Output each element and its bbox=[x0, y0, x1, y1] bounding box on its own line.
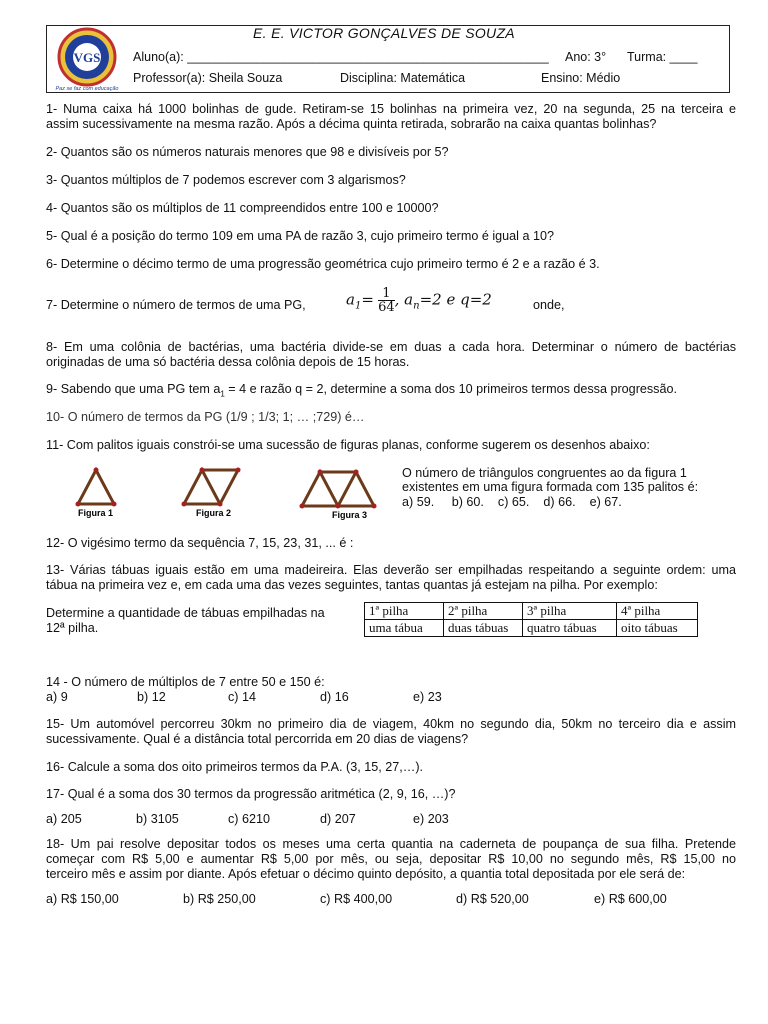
question-1-line-2: assim sucessivamente na mesma razão. Após a décima quinta retirada, sobrarão na caixa quantas bolinhas? bbox=[46, 117, 657, 131]
figure-3-label: Figura 3 bbox=[332, 510, 368, 520]
teacher-label: Professor(a): Sheila Souza bbox=[133, 71, 283, 85]
figure-1-label: Figura 1 bbox=[78, 508, 114, 518]
student-name-field: Aluno(a): ____________________________________________________ bbox=[133, 50, 549, 64]
table-header-cell: 3ª pilha bbox=[523, 603, 617, 620]
figure-2-triangles bbox=[184, 470, 238, 504]
question-18-line-1: 18- Um pai resolve depositar todos os meses uma certa quantia na caderneta de poupança de sua filha. Pretende bbox=[46, 837, 736, 851]
table-header-cell: 1ª pilha bbox=[365, 603, 444, 620]
figure-1-triangles bbox=[78, 470, 114, 504]
question-13-prompt-1: Determine a quantidade de tábuas empilhadas na bbox=[46, 606, 325, 620]
pile-table bbox=[364, 602, 698, 637]
level-label: Ensino: Médio bbox=[541, 71, 621, 85]
figure-3-triangles bbox=[302, 472, 374, 506]
table-cell: quatro tábuas bbox=[523, 620, 617, 637]
question-5: 5- Qual é a posição do termo 109 em uma PA de razão 3, cujo primeiro termo é igual a 10? bbox=[46, 229, 554, 243]
question-7-formula: $a_1=$ $\frac{1}{64}$ , $a_n=2$ e q=2 bbox=[346, 286, 492, 315]
question-7-text: 7- Determine o número de termos de uma PG, bbox=[46, 298, 306, 312]
question-18-option-d: d) R$ 520,00 bbox=[456, 892, 529, 906]
question-17-option-d: d) 207 bbox=[320, 812, 356, 826]
question-1-line-1: 1- Numa caixa há 1000 bolinhas de gude. Retiram-se 15 bolinhas na primeira vez, 20 na segunda, 25 na terceira e bbox=[46, 102, 736, 116]
logo-motto: Paz se faz com educação bbox=[55, 86, 119, 92]
question-13-prompt-2: 12ª pilha. bbox=[46, 621, 99, 635]
table-header-cell: 2ª pilha bbox=[444, 603, 523, 620]
logo-initials: VGS bbox=[73, 50, 101, 65]
question-8-line-1: 8- Em uma colônia de bactérias, uma bactéria divide-se em duas a cada hora. Determinar o número de bactérias bbox=[46, 340, 736, 354]
question-14-option-c: c) 14 bbox=[228, 690, 256, 704]
question-12: 12- O vigésimo termo da sequência 7, 15, 23, 31, ... é : bbox=[46, 536, 354, 550]
question-13-line-2: tábua na primeira vez e, em cada uma das vezes seguintes, tantas quantas já estejam na pilha. Por exemplo: bbox=[46, 578, 658, 592]
question-15-line-1: 15- Um automóvel percorreu 30km no primeiro dia de viagem, 40km no segundo dia, 50km no terceiro dia e assim bbox=[46, 717, 736, 731]
grade-label: Ano: 3° bbox=[565, 50, 607, 64]
question-14: 14 - O número de múltiplos de 7 entre 50 e 150 é: bbox=[46, 675, 325, 689]
table-row bbox=[365, 620, 698, 637]
question-15-line-2: sucessivamente. Qual é a distância total percorrida em 20 dias de viagens? bbox=[46, 732, 469, 746]
question-2: 2- Quantos são os números naturais menores que 98 e divisíveis por 5? bbox=[46, 145, 449, 159]
question-17-option-a: a) 205 bbox=[46, 812, 82, 826]
question-11-right-2: existentes em uma figura formada com 135 palitos é: bbox=[402, 480, 699, 494]
question-14-option-a: a) 9 bbox=[46, 690, 68, 704]
table-cell: oito tábuas bbox=[617, 620, 698, 637]
question-13-line-1: 13- Várias tábuas iguais estão em uma madeireira. Elas deverão ser empilhadas respeitando a seguinte ordem: uma bbox=[46, 563, 736, 577]
question-8-line-2: originadas de uma só bactéria dessa colônia depois de 15 horas. bbox=[46, 355, 410, 369]
question-14-option-d: d) 16 bbox=[320, 690, 349, 704]
question-10: 10- O número de termos da PG (1/9 ; 1/3; 1; … ;729) é… bbox=[46, 410, 365, 424]
question-11: 11- Com palitos iguais constrói-se uma sucessão de figuras planas, conforme sugerem os desenhos abaixo: bbox=[46, 438, 650, 452]
question-17-option-e: e) 203 bbox=[413, 812, 449, 826]
question-18-option-e: e) R$ 600,00 bbox=[594, 892, 667, 906]
question-11-options: a) 59. b) 60. c) 65. d) 66. e) 67. bbox=[402, 495, 622, 509]
fraction: $\frac{1}{64}$ bbox=[378, 286, 395, 315]
question-11-right-1: O número de triângulos congruentes ao da figura 1 bbox=[402, 466, 687, 480]
table-cell: duas tábuas bbox=[444, 620, 523, 637]
question-14-option-e: e) 23 bbox=[413, 690, 442, 704]
question-17-option-b: b) 3105 bbox=[136, 812, 179, 826]
subject-label: Disciplina: Matemática bbox=[340, 71, 466, 85]
question-6: 6- Determine o décimo termo de uma progressão geométrica cujo primeiro termo é 2 e a razão é 3. bbox=[46, 257, 600, 271]
table-cell: uma tábua bbox=[365, 620, 444, 637]
figure-2-label: Figura 2 bbox=[196, 508, 232, 518]
question-3: 3- Quantos múltiplos de 7 podemos escrever com 3 algarismos? bbox=[46, 173, 406, 187]
match-heads bbox=[76, 468, 377, 509]
matchstick-figures bbox=[66, 462, 396, 524]
question-18-line-3: terceiro mês e assim por diante. Após efetuar o décimo quinto depósito, a quantia total depositada por ele será de: bbox=[46, 867, 686, 881]
question-14-option-b: b) 12 bbox=[137, 690, 166, 704]
question-17-option-c: c) 6210 bbox=[228, 812, 271, 826]
question-18-line-2: começar com R$ 5,00 e aumentar R$ 5,00 por mês, ou seja, depositar R$ 10,00 no segundo mês, R$ 15,00 no bbox=[46, 852, 736, 866]
school-name: E. E. VICTOR GONÇALVES DE SOUZA bbox=[253, 25, 515, 41]
question-17: 17- Qual é a soma dos 30 termos da progressão aritmética (2, 9, 16, …)? bbox=[46, 787, 456, 801]
table-row bbox=[365, 603, 698, 620]
question-16: 16- Calcule a soma dos oito primeiros termos da P.A. (3, 15, 27,…). bbox=[46, 760, 424, 774]
question-18-option-c: c) R$ 400,00 bbox=[320, 892, 393, 906]
question-7-onde: onde, bbox=[533, 298, 565, 312]
question-18-option-a: a) R$ 150,00 bbox=[46, 892, 119, 906]
question-18-option-b: b) R$ 250,00 bbox=[183, 892, 256, 906]
class-field: Turma: ____ bbox=[627, 50, 698, 64]
table-header-cell: 4ª pilha bbox=[617, 603, 698, 620]
question-4: 4- Quantos são os múltiplos de 11 compreendidos entre 100 e 10000? bbox=[46, 201, 439, 215]
question-9: 9- Sabendo que uma PG tem $a_1 = 4$ e razão q = 2, determine a soma dos 10 primeiros termos dessa progressão. bbox=[46, 382, 677, 399]
